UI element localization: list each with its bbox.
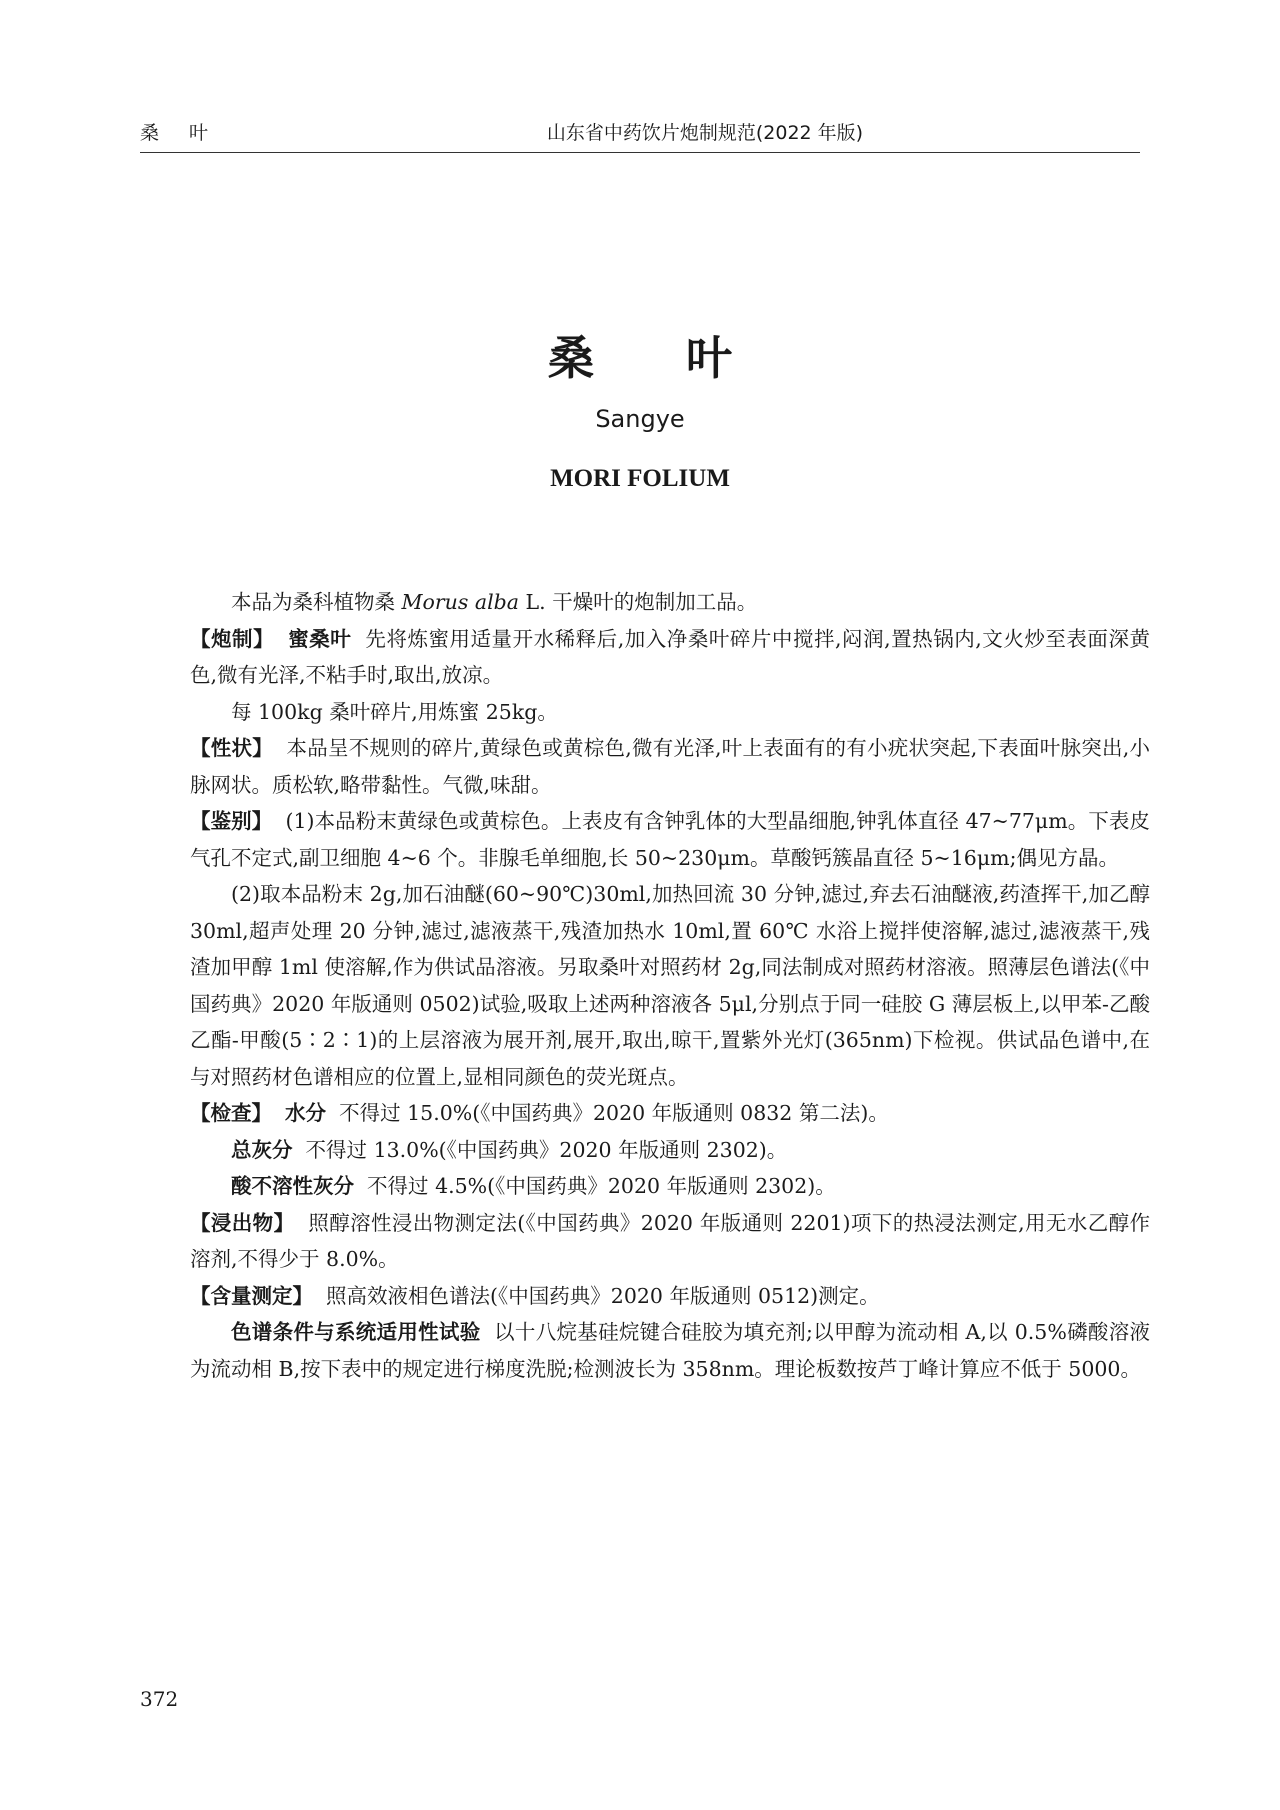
assay-conditions: 色谱条件与系统适用性试验 以十八烷基硅烷键合硅胶为填充剂;以甲醇为流动相 A,以 0.5%磷酸溶液为流动相 B,按下表中的规定进行梯度洗脱;检测波长为 358nm。理论板数按芦丁峰计算应不低于 5000。: [190, 1320, 1150, 1381]
header-rule: [140, 152, 1140, 153]
header-herb-name: 桑 叶: [140, 122, 221, 144]
description-paragraph: 【性状】 本品呈不规则的碎片,黄绿色或黄棕色,微有光泽,叶上表面有的有小疣状突起,下表面叶脉突出,小脉网状。质松软,略带黏性。气微,味甜。: [190, 736, 1150, 797]
processing-method: 蜜桑叶: [288, 626, 352, 651]
section-label-assay: 【含量测定】: [190, 1283, 313, 1308]
section-label-identification: 【鉴别】: [190, 809, 273, 833]
section-label-processing: 【炮制】: [190, 626, 275, 651]
running-header: [140, 118, 1140, 154]
inspection-total-ash: 总灰分 不得过 13.0%(《中国药典》2020 年版通则 2302)。: [231, 1137, 788, 1162]
assay-paragraph: 【含量测定】 照高效液相色谱法(《中国药典》2020 年版通则 0512)测定。: [190, 1283, 880, 1308]
header-book-title: 山东省中药饮片炮制规范(2022 年版): [546, 122, 864, 144]
intro-paragraph: 本品为桑科植物桑 Morus alba L. 干燥叶的炮制加工品。: [231, 590, 758, 614]
identification-paragraph-2: (2)取本品粉末 2g,加石油醚(60~90℃)30ml,加热回流 30 分钟,滤过,弃去石油醚液,药渣挥干,加乙醇 30ml,超声处理 20 分钟,滤过,滤液蒸干,残渣加热水 10ml,置 60℃ 水浴上搅拌使溶解,滤过,滤液蒸干,残渣加甲醇 1ml 使溶解,作为供试品溶液。另取桑叶对照药材 2g,同法制成对照药材溶液。照薄层色谱法(《中国药典》2020 年版通则 0502)试验,吸取上述两种溶液各 5μl,分别点于同一硅胶 G 薄层板上,以甲苯-乙酸乙酯-甲酸(5∶2∶1)的上层溶液为展开剂,展开,取出,晾干,置紫外光灯(365nm)下检视。供试品色谱中,在与对照药材色谱相应的位置上,显相同颜色的荧光斑点。: [190, 882, 1150, 1089]
monograph-body: [190, 584, 1150, 1387]
processing-paragraph: 【炮制】 蜜桑叶 先将炼蜜用适量开水稀释后,加入净桑叶碎片中搅拌,闷润,置热锅内,文火炒至表面深黄色,微有光泽,不粘手时,取出,放凉。: [190, 626, 1150, 687]
section-label-extractives: 【浸出物】: [190, 1210, 295, 1235]
page-title: 桑 叶: [547, 331, 770, 385]
processing-ratio: 每 100kg 桑叶碎片,用炼蜜 25kg。: [231, 699, 558, 724]
page-number: 372: [140, 1687, 179, 1711]
section-label-inspection: 【检查】: [190, 1101, 272, 1125]
identification-paragraph-1: 【鉴别】 (1)本品粉末黄绿色或黄棕色。上表皮有含钟乳体的大型晶细胞,钟乳体直径 47~77μm。下表皮气孔不定式,副卫细胞 4~6 个。非腺毛单细胞,长 50~230μm。草酸钙簇晶直径 5~16μm;偶见方晶。: [190, 809, 1150, 870]
latin-title: MORI FOLIUM: [550, 465, 730, 492]
inspection-moisture: 【检查】 水分 不得过 15.0%(《中国药典》2020 年版通则 0832 第二法)。: [190, 1101, 889, 1125]
inspection-acid-ash: 酸不溶性灰分 不得过 4.5%(《中国药典》2020 年版通则 2302)。: [231, 1174, 836, 1198]
section-label-description: 【性状】: [190, 736, 273, 760]
pinyin-title: Sangye: [595, 405, 685, 433]
extractives-paragraph: 【浸出物】 照醇溶性浸出物测定法(《中国药典》2020 年版通则 2201)项下的热浸法测定,用无水乙醇作溶剂,不得少于 8.0%。: [190, 1210, 1150, 1271]
latin-species-name: Morus alba: [401, 590, 520, 614]
